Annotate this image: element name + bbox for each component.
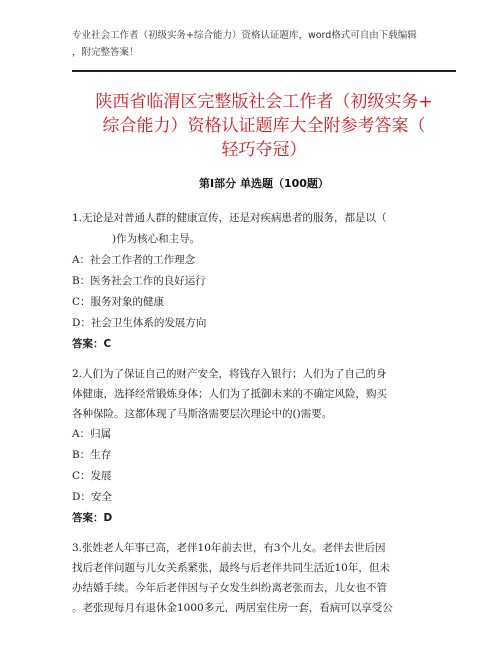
option-d: D：社会卫生体系的发展方向 <box>72 317 207 329</box>
option-d: D：安全 <box>72 491 112 503</box>
option-a: A：社会工作者的工作理念 <box>72 254 196 266</box>
header-note <box>72 27 442 61</box>
question-stem-line: 1.无论是对普通人群的健康宣传，还是对疾病患者的服务，都是以（ <box>72 212 387 224</box>
question-stem-line: 找后老伴问题与儿女关系紧张，最终与后老伴共同生活近10年，但未 <box>72 562 390 574</box>
option-c: C：服务对象的健康 <box>72 296 165 308</box>
question-stem-line: 各种保险。这都体现了马斯洛需要层次理论中的()需要。 <box>72 408 333 420</box>
option-a: A：归属 <box>72 428 112 440</box>
header-divider <box>72 70 456 72</box>
header-note-line-2: ，附完整答案！ <box>72 47 139 58</box>
question-list <box>72 208 456 618</box>
question-2 <box>72 364 456 529</box>
question-stem-line: 。老张现每月有退休金1000多元，两居室住房一套，看病可以享受公 <box>72 602 393 614</box>
question-stem-line: )作为核心和主导。 <box>112 233 201 245</box>
question-stem-line: 2.人们为了保证自己的财产安全，将钱存入银行；人们为了自己的身 <box>72 368 387 380</box>
option-c: C：发展 <box>72 470 112 482</box>
section-title: 第Ⅰ部分 单选题（100题） <box>199 177 329 190</box>
title-line-2: 综合能力）资格认证题库大全附参考答案（ <box>102 116 426 136</box>
question-3 <box>72 538 456 618</box>
question-stem-line: 体健康，选择经常锻炼身体；人们为了抵御未来的不确定风险，购买 <box>72 388 387 400</box>
header-note-line-1: 专业社会工作者（初级实务+综合能力）资格认证题库，word格式可自由下载编辑 <box>72 30 417 41</box>
question-stem-line: 办结婚手续。今年后老伴因与子女发生纠纷离老张而去，儿女也不管 <box>72 582 387 594</box>
question-stem-line: 3.张姓老人年事已高，老伴10年前去世，有3个儿女。老伴去世后因 <box>72 542 386 554</box>
answer: 答案：C <box>72 338 112 350</box>
title-line-3: 轻巧夺冠） <box>221 140 307 160</box>
question-1 <box>72 208 456 355</box>
option-b: B：生存 <box>72 449 112 461</box>
option-b: B：医务社会工作的良好运行 <box>72 275 206 287</box>
title-line-1: 陕西省临渭区完整版社会工作者（初级实务+ <box>95 92 433 112</box>
answer: 答案：D <box>72 512 113 524</box>
document-title <box>72 90 456 162</box>
